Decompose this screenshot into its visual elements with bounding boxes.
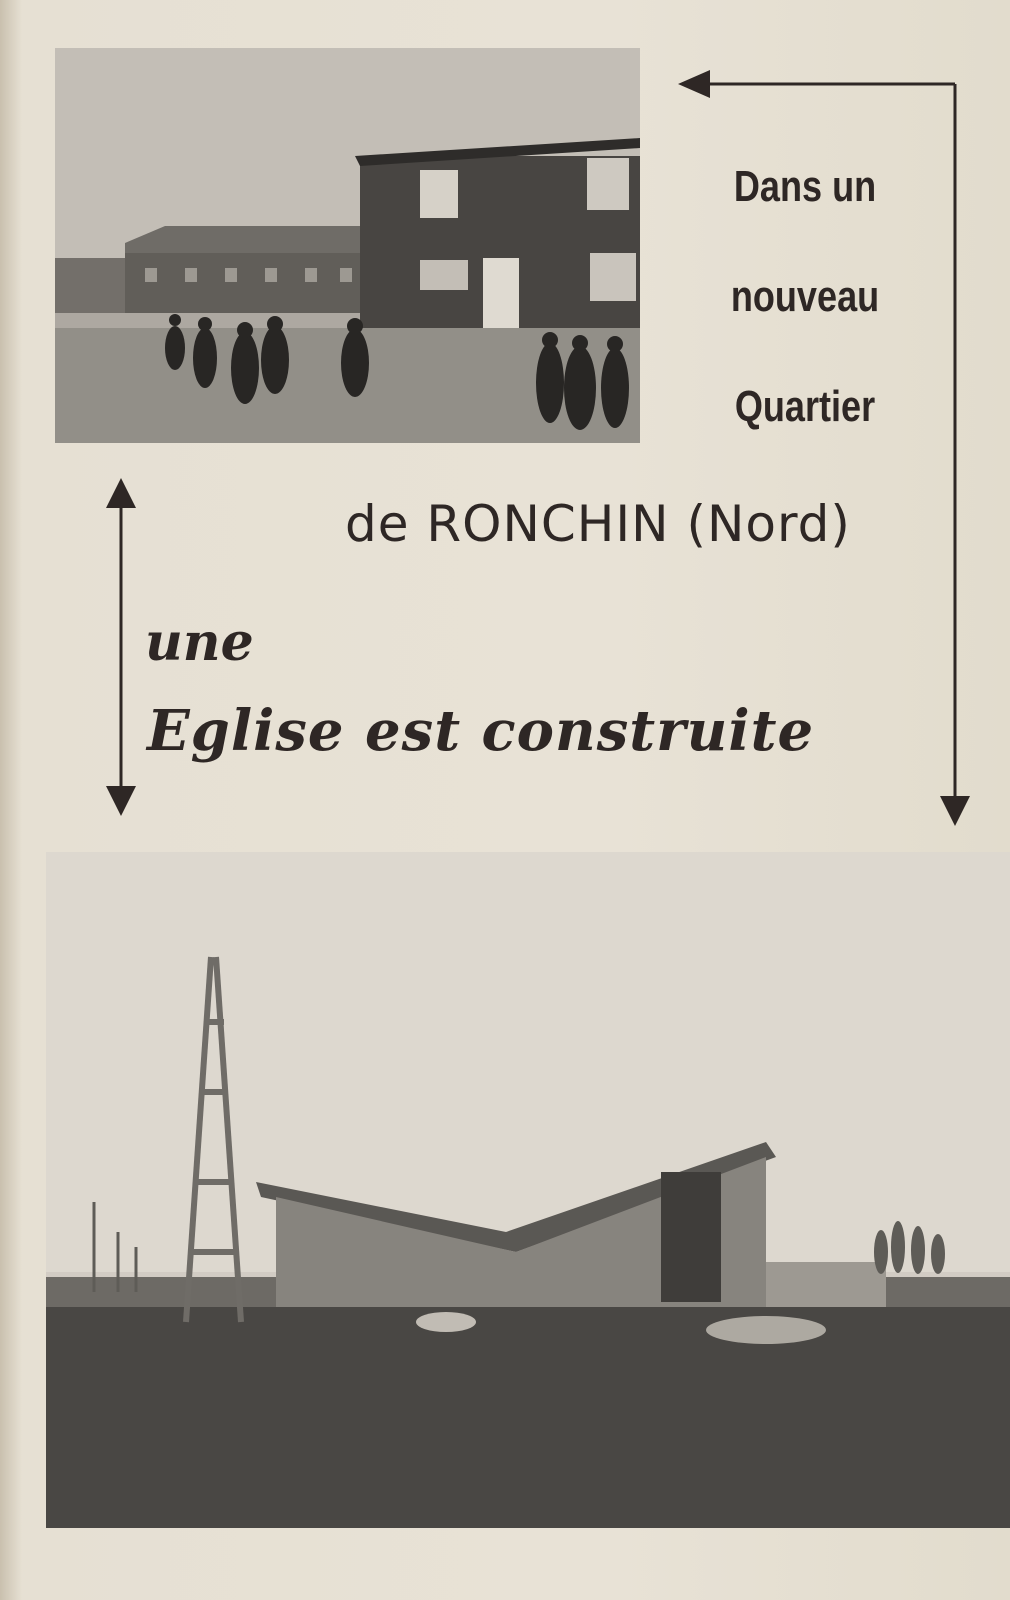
- header-line-1: Dans un: [733, 162, 877, 211]
- left-double-arrow: [106, 478, 136, 816]
- title-line-2: Eglise est construite: [147, 698, 815, 764]
- housing-quarter-photo: [55, 48, 640, 443]
- location-line: de RONCHIN (Nord): [345, 495, 851, 553]
- church-image: [46, 852, 1010, 1528]
- header-line-3: Quartier: [734, 382, 876, 431]
- church-photo: [46, 852, 1010, 1528]
- title-line-1: une: [145, 612, 254, 673]
- housing-quarter-image: [55, 48, 640, 443]
- header-line-2: nouveau: [730, 272, 880, 321]
